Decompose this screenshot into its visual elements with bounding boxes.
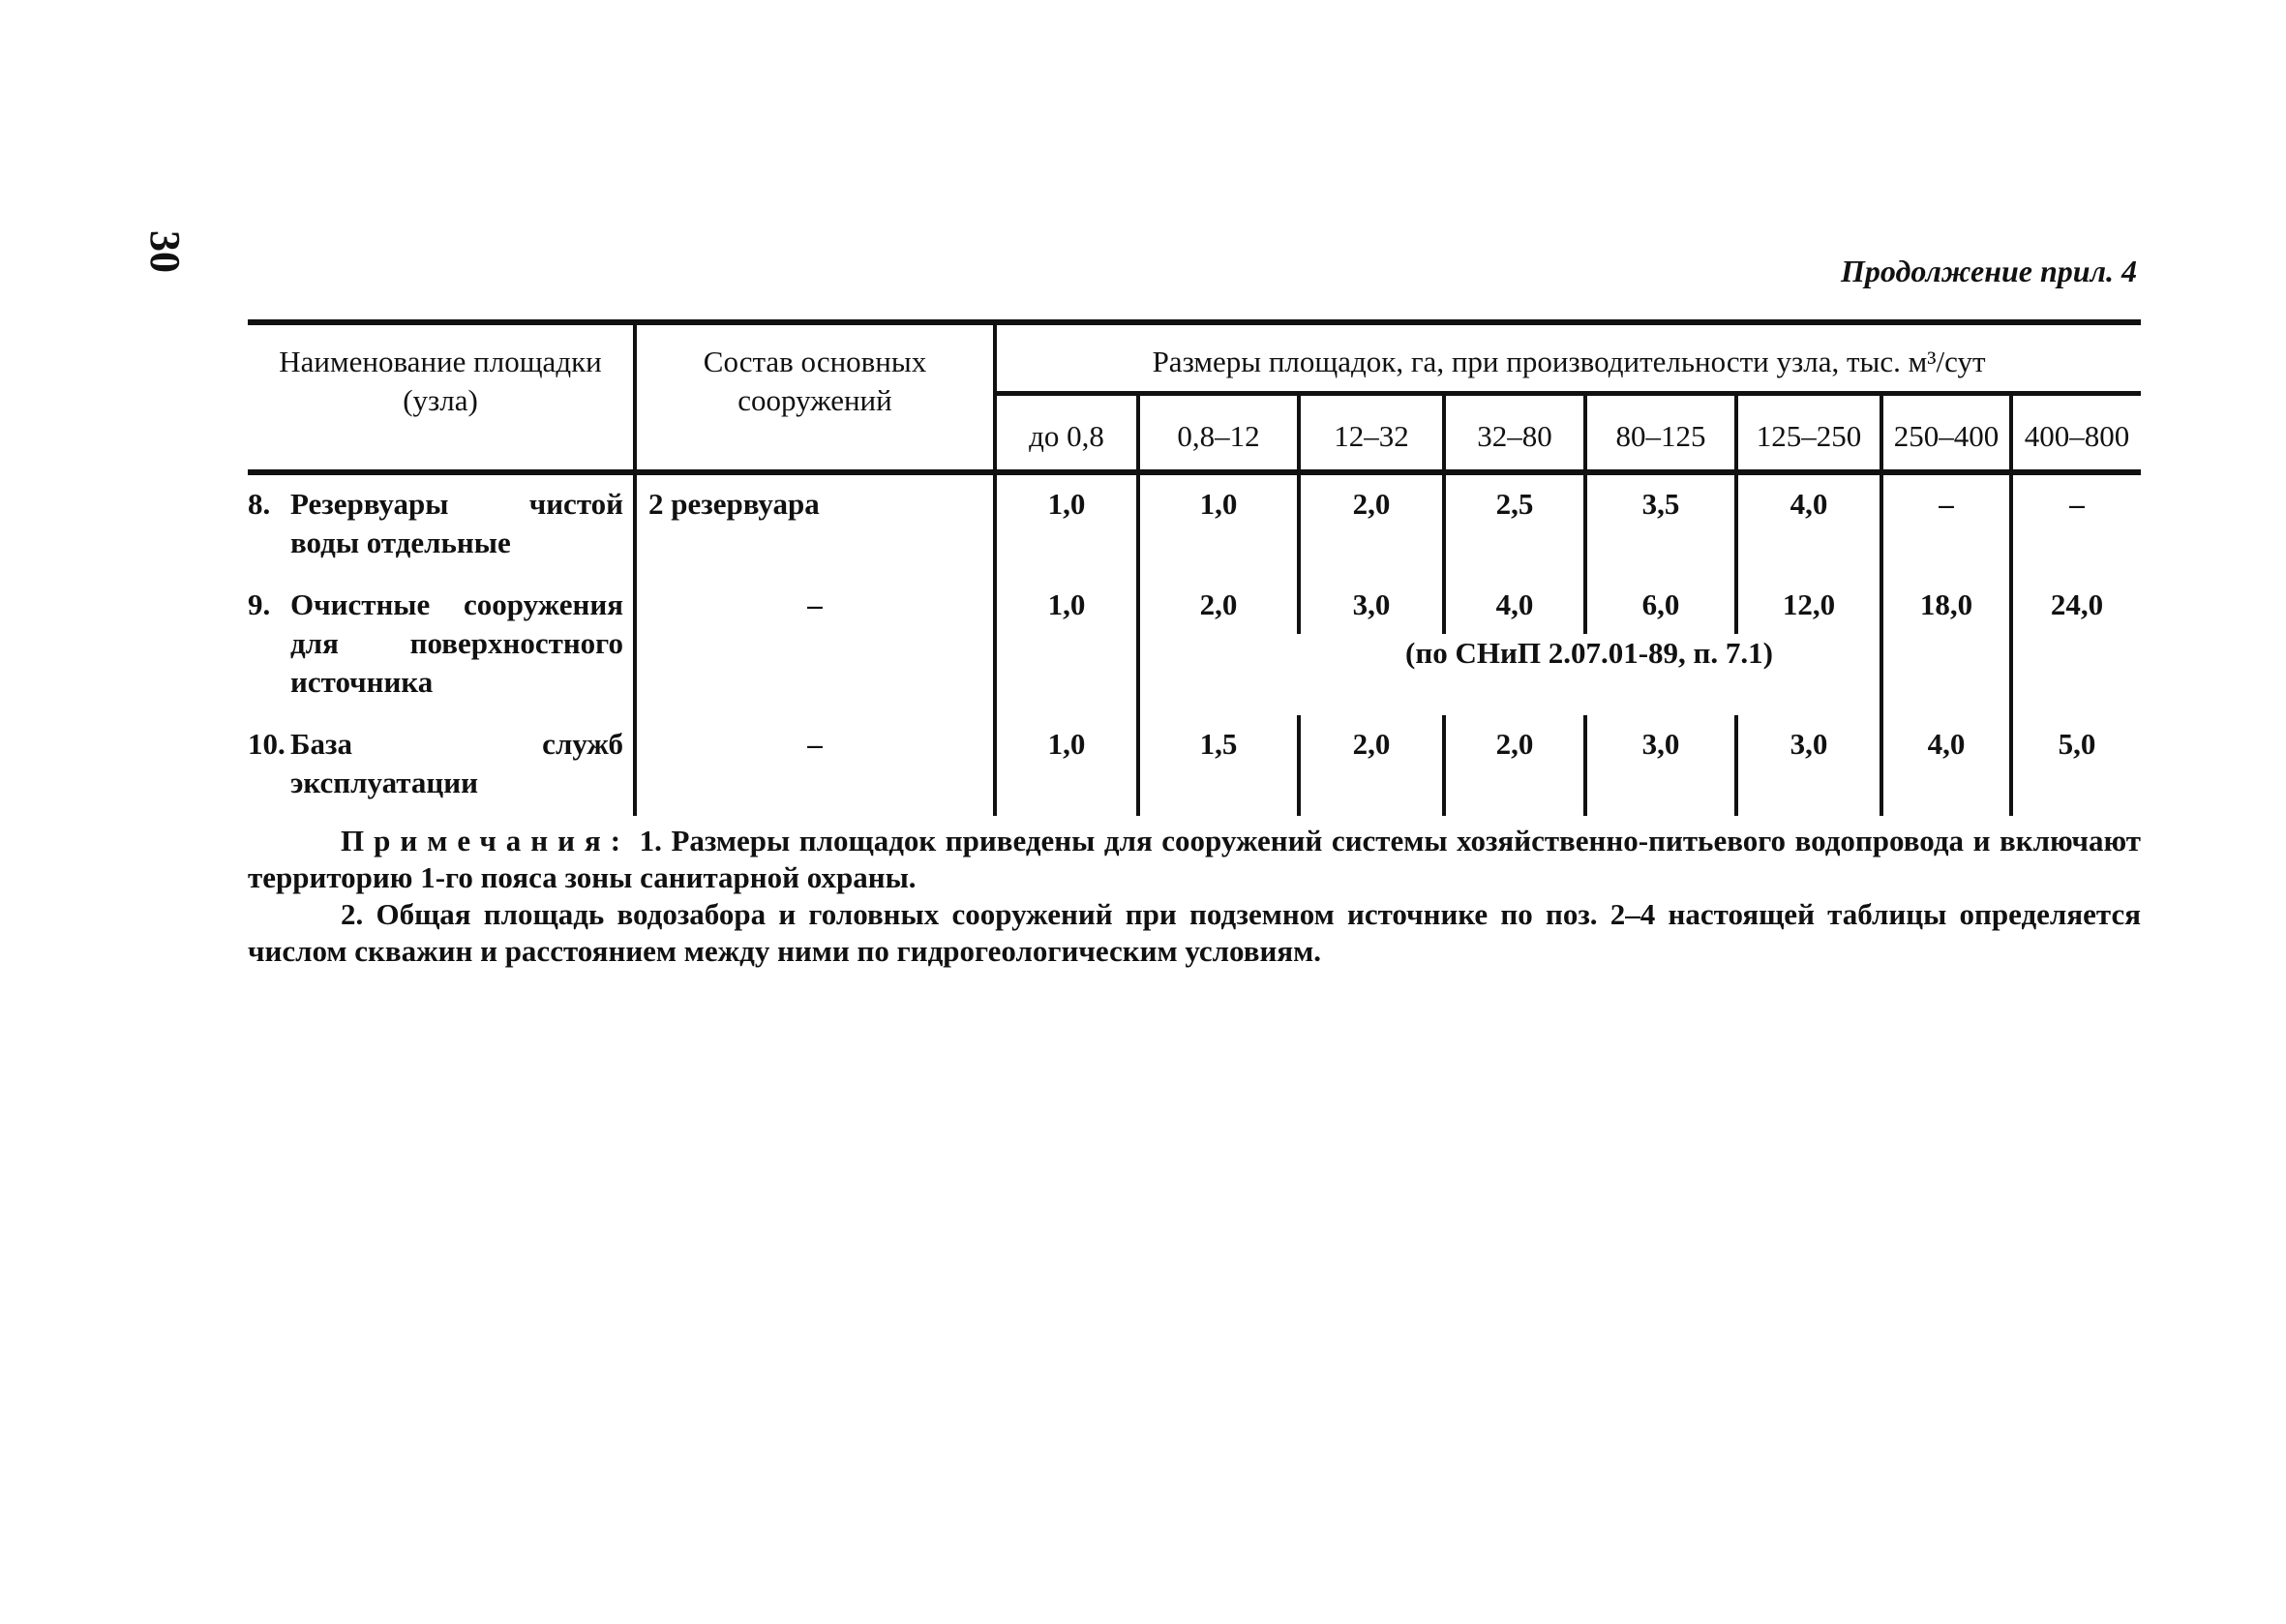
header-sizes: Размеры площадок, га, при производительности узла, тыс. м³/сут [995, 322, 2141, 394]
header-range: 400–800 [2011, 394, 2141, 473]
row-value: 4,0 [1736, 472, 1881, 576]
row-number: 8. [248, 487, 271, 521]
note-2: 2. Общая площадь водозабора и головных сооружений при подземном источнике по поз. 2–4 настоящей таблицы определяется числом скважин и расстоянием между ними по гидрогеологическим условиям. [248, 897, 2141, 968]
row-value: 2,0 [1299, 472, 1444, 576]
row-value: 1,0 [995, 472, 1138, 576]
continuation-caption: Продолжение прил. 4 [1841, 254, 2137, 288]
row-value: 4,0 [1881, 715, 2011, 816]
row-value: 3,0 [1585, 715, 1736, 816]
row-value: 18,0 [1881, 576, 2011, 715]
table-row [248, 715, 2141, 816]
row-value: 3,0 [1736, 715, 1881, 816]
row-value: 5,0 [2011, 715, 2141, 816]
row-composition: – [635, 715, 995, 816]
row-value: 2,0 [1299, 715, 1444, 816]
row-value: – [1881, 472, 2011, 576]
empty-cell [1138, 634, 1299, 715]
header-composition: Состав основных сооружений [635, 322, 995, 472]
notes-label: Примечания: [341, 824, 631, 857]
header-range: 32–80 [1444, 394, 1585, 473]
empty-cell [995, 634, 1138, 715]
row-name-cell [248, 576, 635, 715]
row-name: База служб эксплуатации [290, 727, 623, 799]
sizes-table [248, 319, 2141, 816]
note-1-text: 1. Размеры площадок приведены для сооружений системы хозяйственно-питьевого водопровода и включают территорию 1-го пояса зоны санитарной охраны. [248, 824, 2141, 894]
row-composition: – [635, 576, 995, 715]
row-composition: 2 резервуара [635, 472, 995, 576]
header-range: 0,8–12 [1138, 394, 1299, 473]
header-range: 125–250 [1736, 394, 1881, 473]
row-name-cell [248, 472, 635, 576]
header-range: до 0,8 [995, 394, 1138, 473]
row-value: 12,0 [1736, 576, 1881, 634]
notes-block [248, 823, 2141, 970]
table-row [248, 472, 2141, 576]
row-value: 2,0 [1138, 576, 1299, 634]
row-value: 1,0 [995, 576, 1138, 634]
row-value: 2,5 [1444, 472, 1585, 576]
page-number: 30 [141, 230, 189, 273]
row-value: 4,0 [1444, 576, 1585, 634]
row-name: Очистные сооружения для поверхностного источника [290, 587, 623, 699]
row-value: 6,0 [1585, 576, 1736, 634]
header-name: Наименование площадки (узла) [248, 322, 635, 472]
sizes-table-container [248, 319, 2141, 816]
header-range: 12–32 [1299, 394, 1444, 473]
row-value: 1,0 [1138, 472, 1299, 576]
row-value: 1,5 [1138, 715, 1299, 816]
row-value: 24,0 [2011, 576, 2141, 715]
row-number: 10. [248, 727, 286, 761]
table-row [248, 576, 2141, 634]
row-value: 3,0 [1299, 576, 1444, 634]
table-header-row [248, 322, 2141, 394]
row-name: Резервуары чистой воды отдельные [290, 487, 623, 559]
row-note: (по СНиП 2.07.01-89, п. 7.1) [1405, 636, 1773, 670]
row-value: 2,0 [1444, 715, 1585, 816]
note-1 [248, 823, 2141, 896]
row-value: 3,5 [1585, 472, 1736, 576]
row-name-cell [248, 715, 635, 816]
row-value: – [2011, 472, 2141, 576]
header-range: 250–400 [1881, 394, 2011, 473]
header-range: 80–125 [1585, 394, 1736, 473]
row-value: 1,0 [995, 715, 1138, 816]
row-number: 9. [248, 587, 271, 621]
